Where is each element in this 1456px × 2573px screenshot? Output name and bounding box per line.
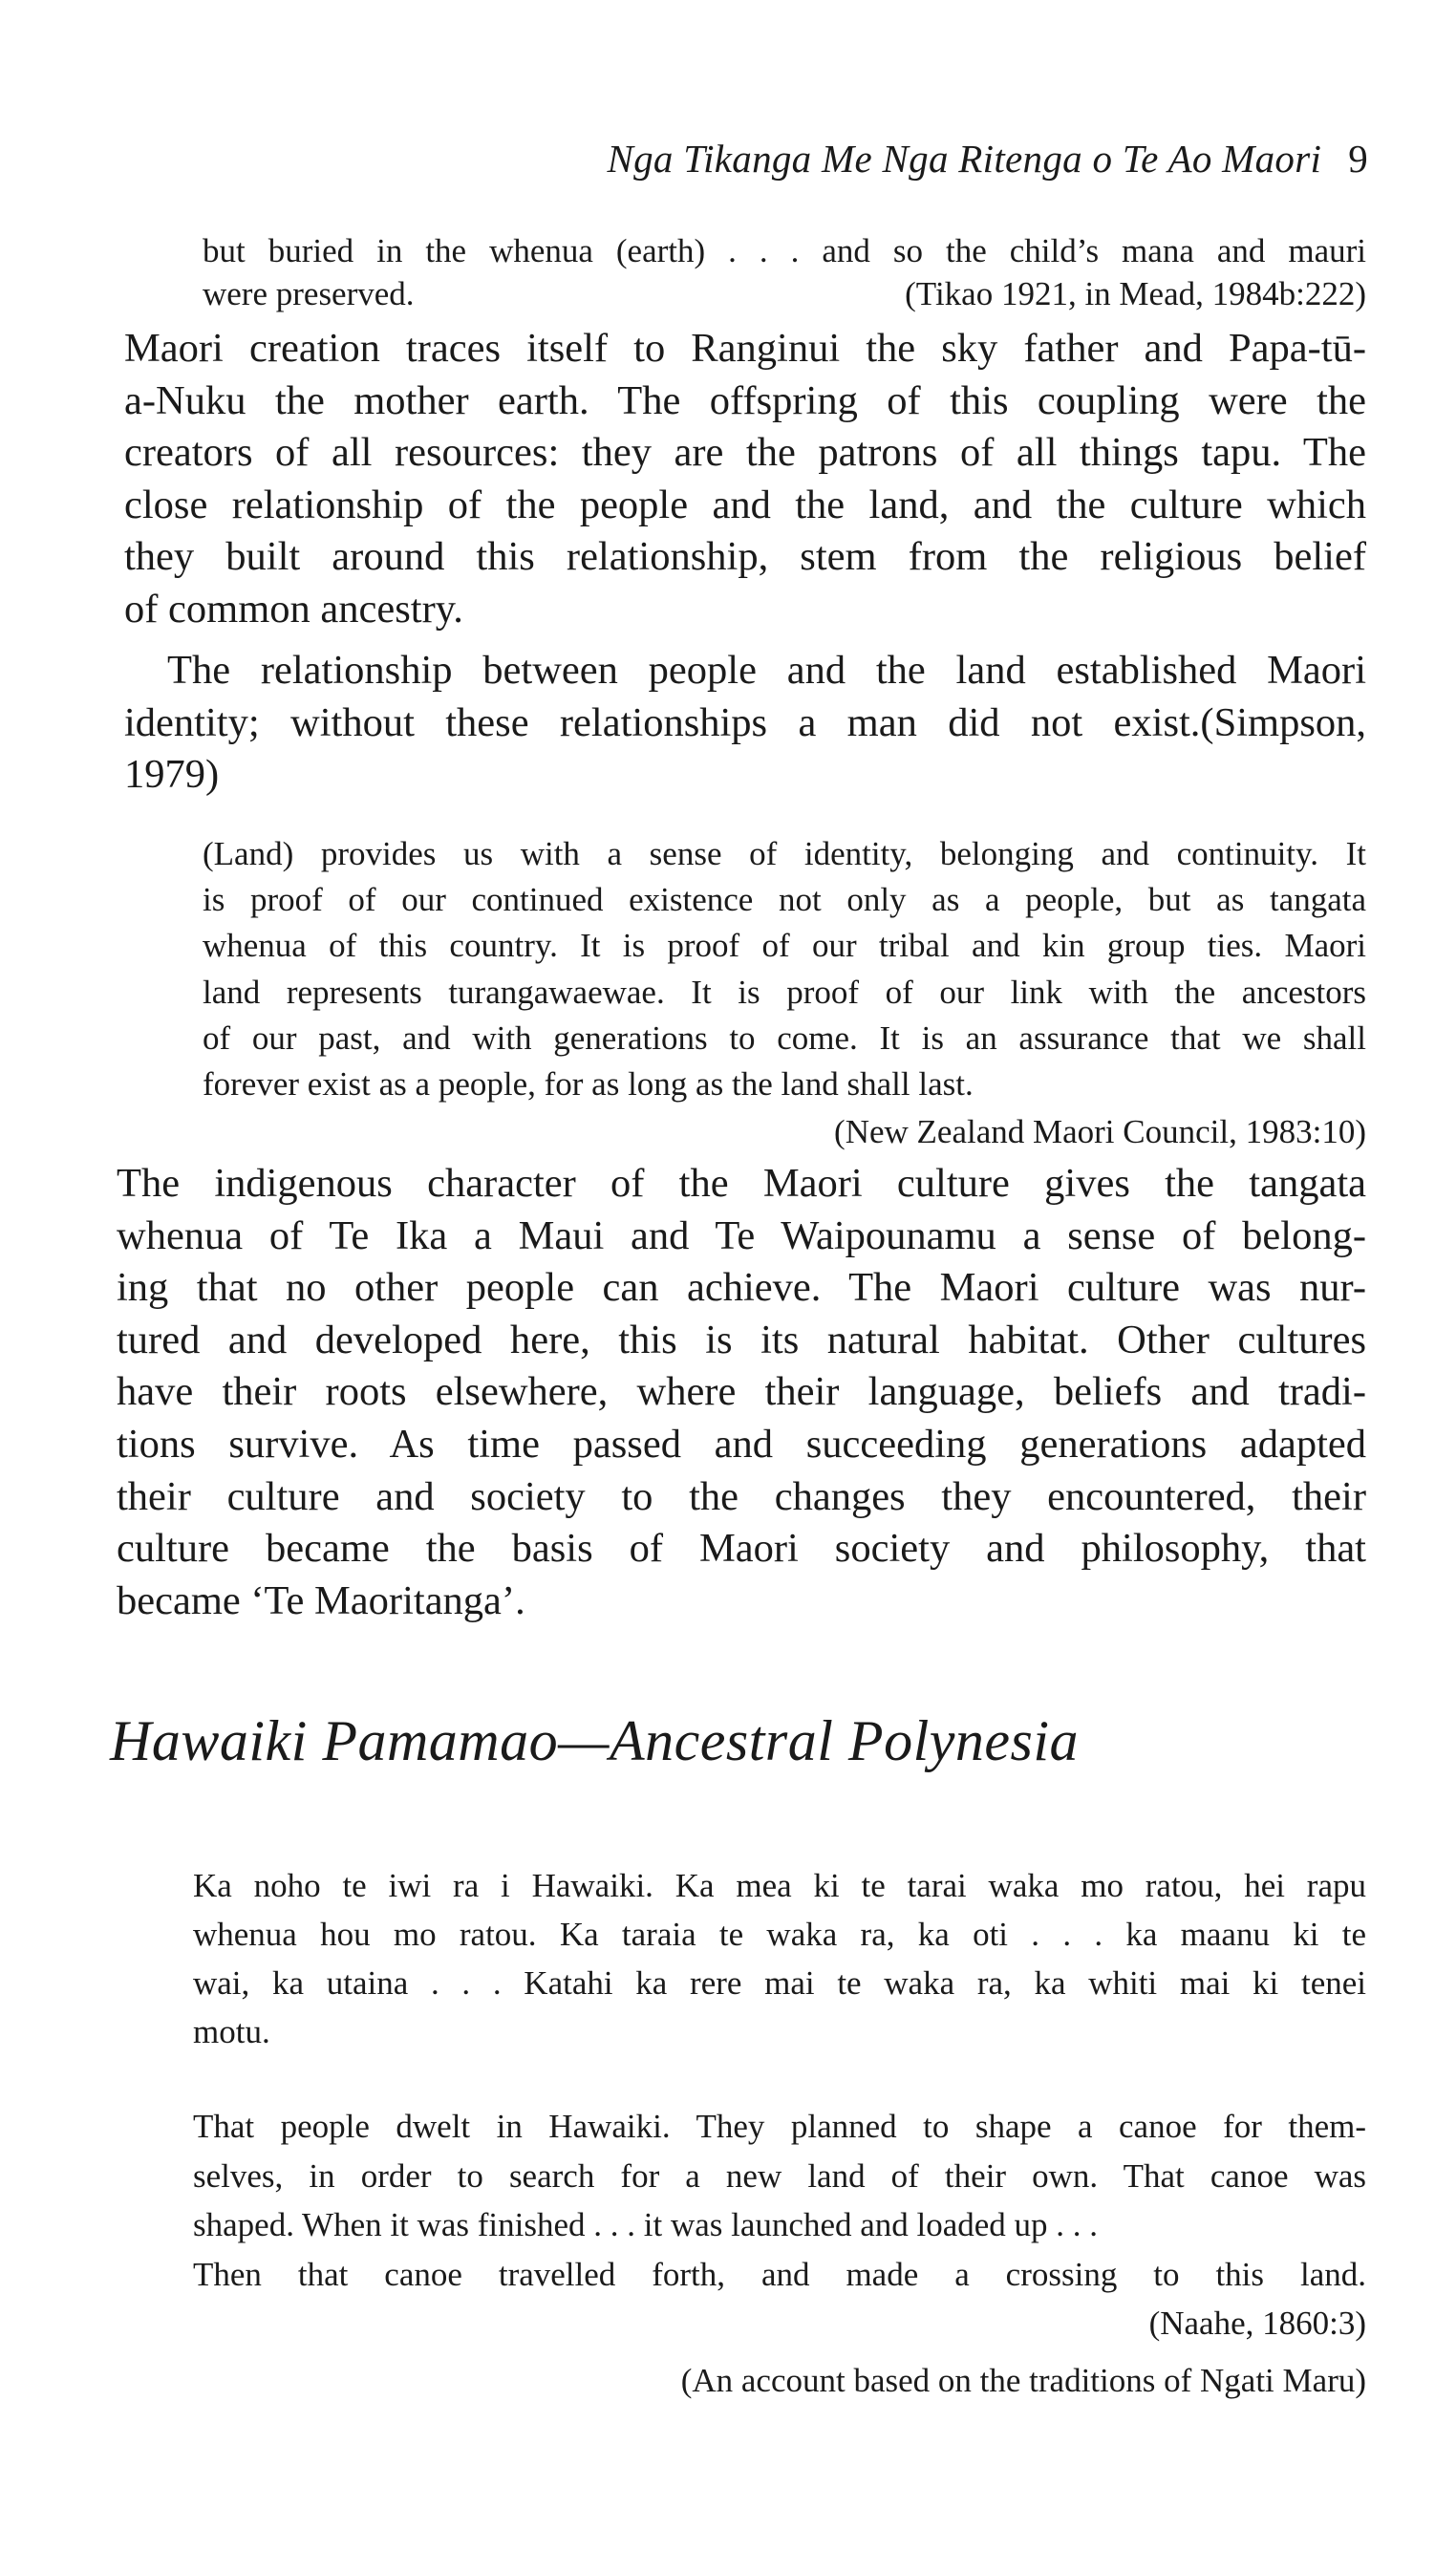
citation: (Tikao 1921, in Mead, 1984b:222) xyxy=(905,275,1366,312)
text-line: 1979) xyxy=(124,752,220,797)
quote-line: whenua hou mo ratou. Ka taraia te waka ra, ka oti . . . ka maanu ki te xyxy=(193,1916,1366,1953)
text-line: became ‘Te Maoritanga’. xyxy=(117,1577,525,1623)
quote-line: but buried in the whenua (earth) . . . and so the child’s mana and mauri xyxy=(203,232,1366,269)
text-line: of common ancestry. xyxy=(124,586,463,632)
citation: (New Zealand Maori Council, 1983:10) xyxy=(834,1113,1366,1151)
text-line: their culture and society to the changes they encountered, their xyxy=(117,1473,1366,1519)
text-line: tured and developed here, this is its natural habitat. Other cultures xyxy=(117,1317,1366,1362)
paragraph-indigenous-character xyxy=(117,1158,1366,1627)
text-line: creators of all resources: they are the patrons of all things tapu. The xyxy=(124,430,1366,475)
citation-source: (An account based on the traditions of Ngati Maru) xyxy=(680,2361,1366,2399)
text-line: whenua of Te Ika a Maui and Te Waipounamu a sense of belong- xyxy=(117,1212,1366,1258)
block-quote-maori xyxy=(193,1861,1366,2056)
text-line: close relationship of the people and the land, and the culture which xyxy=(124,482,1366,527)
section-heading: Hawaiki Pamamao—Ancestral Polynesia xyxy=(110,1709,1080,1772)
quote-line: is proof of our continued existence not only as a people, but as tangata xyxy=(203,881,1366,919)
paragraph-creation xyxy=(124,323,1366,635)
block-quote-top xyxy=(203,229,1366,315)
quote-line: That people dwelt in Hawaiki. They planned to shape a canoe for them- xyxy=(193,2108,1366,2145)
citation: (Naahe, 1860:3) xyxy=(1148,2305,1366,2342)
quote-line: (Land) provides us with a sense of identity, belonging and continuity. It xyxy=(203,835,1366,872)
text-line: Maori creation traces itself to Ranginui the sky father and Papa-tū- xyxy=(124,326,1366,371)
text-line: tions survive. As time passed and succeeding generations adapted xyxy=(117,1421,1366,1467)
quote-line: Then that canoe travelled forth, and made a crossing to this land. xyxy=(193,2255,1366,2293)
quote-line: of our past, and with generations to come. It is an assurance that we shall xyxy=(203,1018,1366,1057)
quote-line-with-citation xyxy=(203,272,1366,315)
text-line: ing that no other people can achieve. The Maori culture was nur- xyxy=(117,1265,1366,1311)
quote-line: were preserved. xyxy=(203,275,415,312)
running-title: Nga Tikanga Me Nga Ritenga o Te Ao Maori xyxy=(607,137,1322,181)
quote-line: forever exist as a people, for as long as the land shall last. xyxy=(203,1065,974,1104)
quote-line: Ka noho te iwi ra i Hawaiki. Ka mea ki te tarai waka mo ratou, hei rapu xyxy=(193,1867,1366,1904)
block-quote-land xyxy=(203,831,1366,1155)
text-line: they built around this relationship, stem from the religious belief xyxy=(124,534,1366,579)
quote-line: wai, ka utaina . . . Katahi ka rere mai te waka ra, ka whiti mai ki tenei xyxy=(193,1964,1366,2002)
quote-line: land represents turangawaewae. It is proof of our link with the ancestors xyxy=(203,973,1366,1011)
text-line: identity; without these relationships a man did not exist.(Simpson, xyxy=(124,699,1366,745)
text-line: The relationship between people and the land established Maori xyxy=(167,648,1366,693)
text-line: a-Nuku the mother earth. The offspring of this coupling were the xyxy=(124,377,1366,423)
text-line: culture became the basis of Maori society and philosophy, that xyxy=(117,1526,1366,1572)
text-line: The indigenous character of the Maori culture gives the tangata xyxy=(117,1161,1366,1206)
text-line: have their roots elsewhere, where their language, beliefs and tradi- xyxy=(117,1369,1366,1415)
page-number: 9 xyxy=(1348,137,1368,181)
quote-line: motu. xyxy=(193,2013,270,2050)
quote-line: selves, in order to search for a new land of their own. That canoe was xyxy=(193,2156,1366,2195)
block-quote-english xyxy=(193,2102,1366,2405)
paragraph-identity xyxy=(124,645,1366,802)
quote-line: shaped. When it was finished . . . it was launched and loaded up . . . xyxy=(193,2206,1099,2243)
quote-line: whenua of this country. It is proof of our tribal and kin group ties. Maori xyxy=(203,927,1366,965)
running-header xyxy=(607,136,1368,182)
